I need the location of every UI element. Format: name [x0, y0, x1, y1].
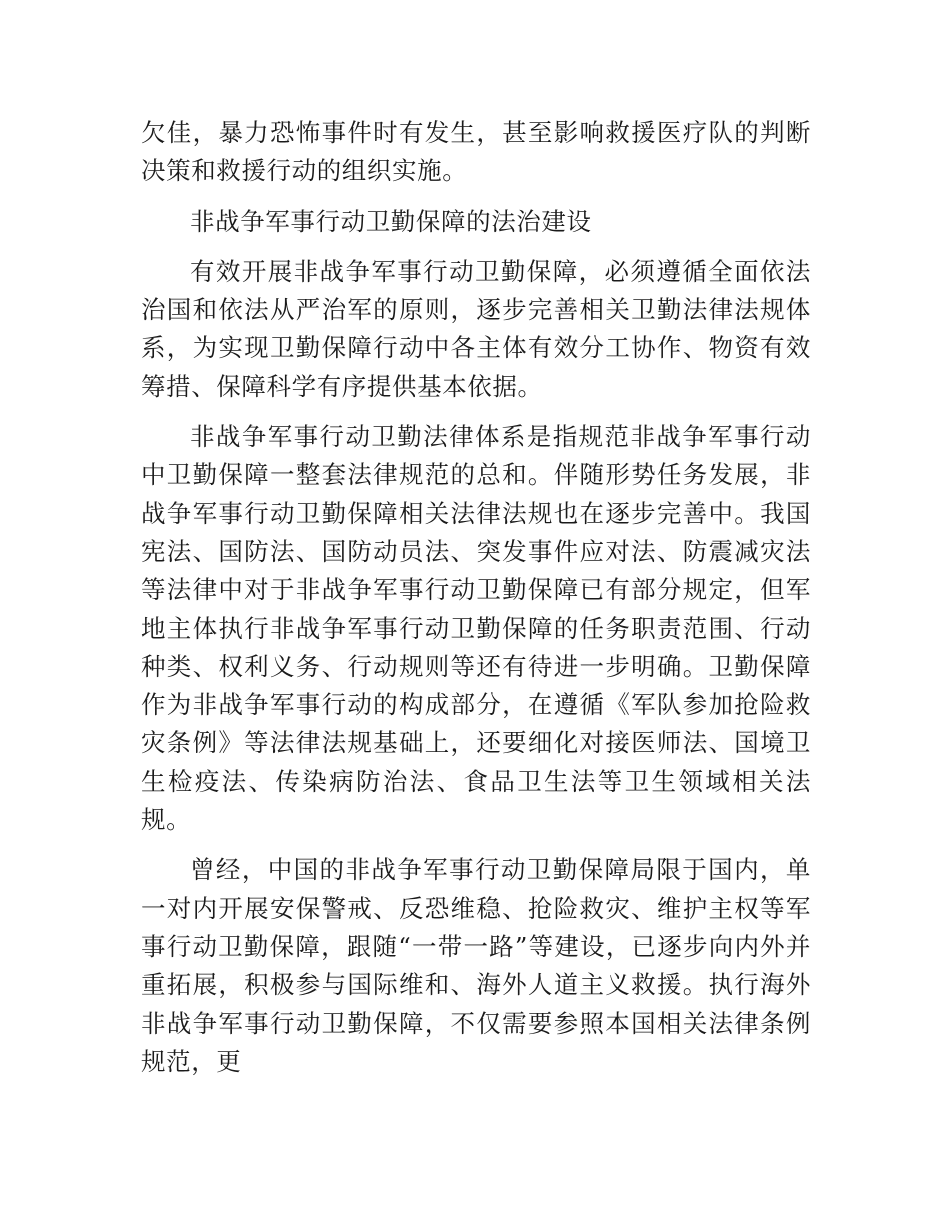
paragraph: 有效开展非战争军事行动卫勤保障，必须遵循全面依法治国和依法从严治军的原则，逐步完善相关卫勤法律法规体系，为实现卫勤保障行动中各主体有效分工协作、物资有效筹措、保障科学有序提供基本依据。: [141, 256, 811, 401]
document-body: [141, 114, 811, 1093]
paragraph: 曾经，中国的非战争军事行动卫勤保障局限于国内，单一对内开展安保警戒、反恐维稳、抢险救灾、维护主权等军事行动卫勤保障，跟随“一带一路”等建设，已逐步向内外并重拓展，积极参与国际维和、海外人道主义救援。执行海外非战争军事行动卫勤保障，不仅需要参照本国相关法律条例规范，更: [141, 855, 811, 1076]
paragraph: 非战争军事行动卫勤法律体系是指规范非战争军事行动中卫勤保障一整套法律规范的总和。伴随形势任务发展，非战争军事行动卫勤保障相关法律法规也在逐步完善中。我国宪法、国防法、国防动员法、突发事件应对法、防震减灾法等法律中对于非战争军事行动卫勤保障已有部分规定，但军地主体执行非战争军事行动卫勤保障的任务职责范围、行动种类、权利义务、行动规则等还有待进一步明确。卫勤保障作为非战争军事行动的构成部分，在遵循《军队参加抢险救灾条例》等法律法规基础上，还要细化对接医师法、国境卫生检疫法、传染病防治法、食品卫生法等卫生领域相关法规。: [141, 422, 811, 835]
section-heading: 非战争军事行动卫勤保障的法治建设: [190, 206, 592, 236]
paragraph-continuation: 欠佳，暴力恐怖事件时有发生，甚至影响救援医疗队的判断决策和救援行动的组织实施。: [141, 118, 811, 186]
